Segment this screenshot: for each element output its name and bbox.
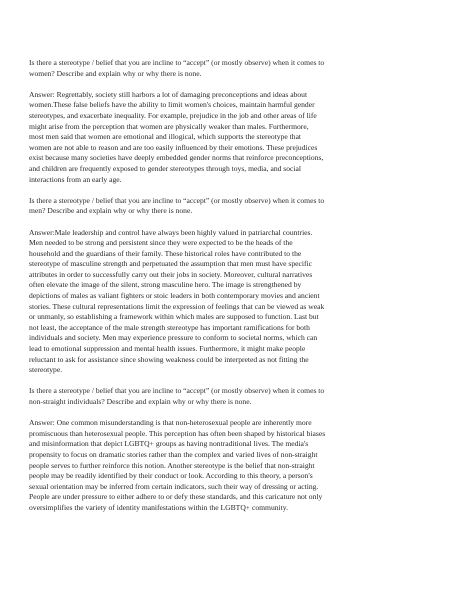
answer-women: Answer: Regrettably, society still harbors a lot of damaging preconceptions and ideas about women.These false beliefs have the ability to limit women's choices, maintain harmful gender stereotypes, and exacerbate inequality. For example, prejudice in the job and other areas of life might arise from the perception that women are physically weaker than males. Furthermore, most men said that women are emotional and illogical, which supports the stereotype that women are not able to reason and are too easily influenced by their emotions. These prejudices exist because many societies have deeply embedded gender norms that reinforce preconceptions, and children are frequently exposed to gender stereotypes through toys, media, and social interactions from an early age. [29, 89, 324, 184]
question-men: Is there a stereotype / belief that you are incline to “accept” (or mostly observe) when it comes to men? Describe and explain why or why there is none. [29, 195, 325, 216]
question-non-straight: Is there a stereotype / belief that you are incline to “accept” (or mostly observe) when it comes to non-straight individuals? Describe and explain why or why there is none. [29, 386, 325, 406]
document-body [29, 58, 453, 524]
answer-non-straight: Answer: One common misunderstanding is that non-heterosexual people are inherently more promiscuous than heterosexual people. This perception has often been shaped by historical biases and misinformation that depict LGBTQ+ groups as having nontraditional lives. The media's propensity to focus on dramatic stories rather than the complex and varied lives of non-straight people serves to further reinforce this notion. Another stereotype is the belief that non-straight people may be readily identified by their conduct or look. According to this theory, a person's sexual orientation may be inferred from certain indicators, such their way of dressing or acting. People are under pressure to either adhere to or defy these standards, and this caricature not only oversimplifies the variety of identity manifestations within the LGBTQ+ community. [29, 418, 326, 512]
question-women: Is there a stereotype / belief that you are incline to “accept” (or mostly observe) when it comes to women? Describe and explain why or why there is none. [29, 58, 325, 78]
answer-men: Answer:Male leadership and control have always been highly valued in patriarchal countries. Men needed to be strong and persistent since they were expected to be the heads of the household and the guardians of their family. These historical roles have contributed to the stereotype of masculine strength and perpetuated the assumption that men must have specific attributes in order to successfully carry out their jobs in society. Moreover, cultural narratives often elevate the image of the silent, strong masculine hero. The image is strengthened by depictions of males as valiant fighters or stoic leaders in both contemporary movies and ancient stories. These cultural representations limit the expression of feelings that can be viewed as weak or unmanly, so establishing a framework within which males are supposed to function. Last but not least, the acceptance of the male strength stereotype has important ramifications for both individuals and society. Men may experience pressure to conform to societal norms, which can lead to emotional suppression and mental health issues. Furthermore, it might make people reluctant to ask for assistance since showing weakness could be interpreted as not fitting the stereotype. [29, 227, 325, 375]
